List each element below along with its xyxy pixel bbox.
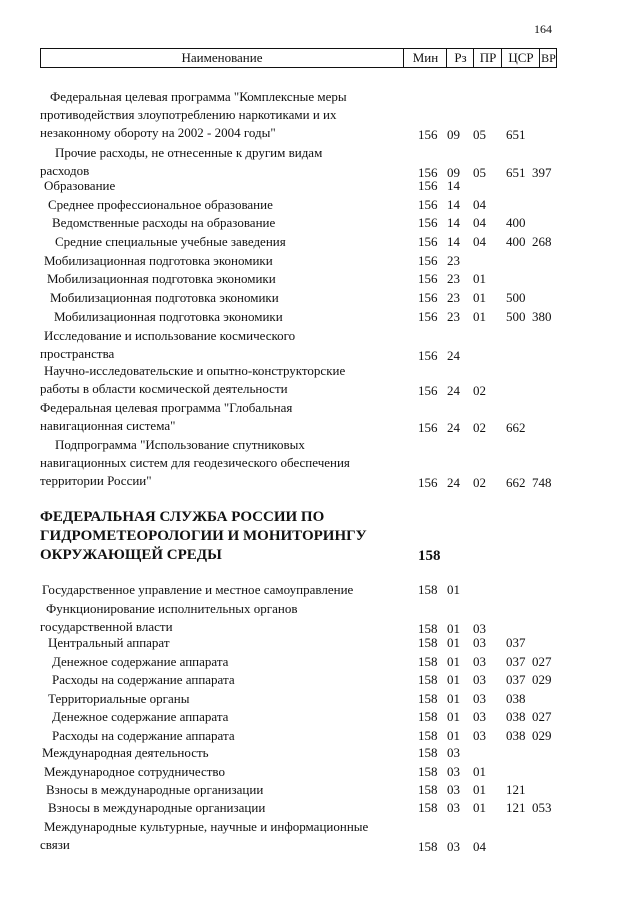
cell-min: 156 [418, 165, 438, 180]
cell-rz: 03 [447, 745, 460, 760]
cell-min: 158 [418, 635, 438, 650]
cell-pr: 03 [473, 621, 486, 636]
cell-min: 156 [418, 475, 438, 490]
row-name: Подпрограмма "Использование спутниковых навигационных систем для геодезического обеспечения территории России" [40, 437, 350, 488]
row-name: Среднее профессиональное образование [48, 197, 273, 212]
cell-min: 156 [418, 271, 438, 286]
cell-pr: 04 [473, 839, 486, 854]
row-name: Средние специальные учебные заведения [55, 234, 286, 249]
cell-rz: 24 [447, 420, 460, 435]
cell-csr: 038 [506, 709, 526, 724]
cell-rz: 01 [447, 728, 460, 743]
cell-vr: 027 [532, 709, 552, 724]
row-name: Взносы в международные организации [48, 800, 266, 815]
header-name: Наименование [181, 50, 263, 65]
cell-pr: 04 [473, 234, 486, 249]
cell-pr: 03 [473, 635, 486, 650]
cell-csr: 121 [506, 782, 526, 797]
cell-vr: 268 [532, 234, 552, 249]
row-name: Центральный аппарат [48, 635, 170, 650]
cell-pr: 04 [473, 197, 486, 212]
header-rz: Рз [446, 49, 474, 67]
cell-vr: 027 [532, 654, 552, 669]
row-name: Мобилизационная подготовка экономики [54, 309, 283, 324]
row-name: Федеральная целевая программа "Комплексные меры противодействия злоупотреблению наркотиками и их незаконному обороту на 2002 - 2004 годы" [40, 89, 347, 140]
cell-pr: 01 [473, 271, 486, 286]
cell-csr: 037 [506, 672, 526, 687]
cell-rz: 01 [447, 621, 460, 636]
cell-csr: 651 [506, 127, 526, 142]
cell-rz: 23 [447, 309, 460, 324]
row-name: Функционирование исполнительных органов государственной власти [40, 601, 298, 634]
cell-csr: 500 [506, 290, 526, 305]
cell-vr: 029 [532, 728, 552, 743]
row-name: ФЕДЕРАЛЬНАЯ СЛУЖБА РОССИИ ПО ГИДРОМЕТЕОРОЛОГИИ И МОНИТОРИНГУ ОКРУЖАЮЩЕЙ СРЕДЫ [40, 509, 367, 563]
row-name: Расходы на содержание аппарата [52, 672, 235, 687]
cell-min: 156 [418, 234, 438, 249]
cell-csr: 500 [506, 309, 526, 324]
row-name: Ведомственные расходы на образование [52, 215, 276, 230]
cell-rz: 01 [447, 582, 460, 597]
cell-pr: 02 [473, 475, 486, 490]
cell-rz: 14 [447, 178, 460, 193]
cell-rz: 01 [447, 672, 460, 687]
cell-pr: 04 [473, 215, 486, 230]
page-number: 164 [534, 22, 552, 36]
table-header [40, 48, 557, 68]
cell-pr: 03 [473, 672, 486, 687]
row-name: Мобилизационная подготовка экономики [50, 290, 279, 305]
row-name: Прочие расходы, не отнесенные к другим видам расходов [40, 145, 323, 178]
cell-rz: 01 [447, 691, 460, 706]
cell-vr: 053 [532, 800, 552, 815]
row-name: Исследование и использование космического пространства [40, 328, 296, 361]
cell-pr: 05 [473, 127, 486, 142]
cell-min: 156 [418, 290, 438, 305]
row-name: Международная деятельность [42, 745, 209, 760]
cell-min: 156 [418, 178, 438, 193]
cell-min: 158 [418, 745, 438, 760]
cell-rz: 14 [447, 215, 460, 230]
row-name: Международное сотрудничество [44, 764, 225, 779]
cell-rz: 14 [447, 197, 460, 212]
cell-csr: 662 [506, 420, 526, 435]
cell-rz: 01 [447, 654, 460, 669]
cell-rz: 09 [447, 127, 460, 142]
cell-rz: 03 [447, 764, 460, 779]
cell-rz: 01 [447, 635, 460, 650]
header-vr: ВР [539, 49, 557, 67]
cell-min: 156 [418, 309, 438, 324]
cell-rz: 03 [447, 782, 460, 797]
cell-min: 158 [418, 672, 438, 687]
cell-pr: 01 [473, 782, 486, 797]
cell-vr: 397 [532, 165, 552, 180]
cell-rz: 09 [447, 165, 460, 180]
cell-min: 158 [418, 621, 438, 636]
row-name: Международные культурные, научные и информационные связи [40, 819, 369, 852]
cell-pr: 01 [473, 290, 486, 305]
row-name: Денежное содержание аппарата [52, 709, 229, 724]
cell-min: 156 [418, 383, 438, 398]
cell-csr: 038 [506, 691, 526, 706]
cell-rz: 23 [447, 253, 460, 268]
header-min: Мин [403, 49, 447, 67]
cell-min: 158 [418, 782, 438, 797]
row-name: Федеральная целевая программа "Глобальная навигационная система" [40, 400, 293, 433]
cell-rz: 03 [447, 839, 460, 854]
cell-pr: 02 [473, 420, 486, 435]
cell-min: 158 [418, 548, 441, 564]
cell-min: 158 [418, 582, 438, 597]
cell-min: 156 [418, 215, 438, 230]
cell-rz: 14 [447, 234, 460, 249]
cell-vr: 380 [532, 309, 552, 324]
cell-csr: 038 [506, 728, 526, 743]
cell-rz: 24 [447, 383, 460, 398]
cell-rz: 24 [447, 475, 460, 490]
cell-rz: 03 [447, 800, 460, 815]
cell-pr: 01 [473, 309, 486, 324]
cell-min: 156 [418, 197, 438, 212]
cell-min: 158 [418, 709, 438, 724]
cell-min: 158 [418, 691, 438, 706]
cell-csr: 037 [506, 635, 526, 650]
cell-min: 158 [418, 764, 438, 779]
row-name: Денежное содержание аппарата [52, 654, 229, 669]
row-name: Мобилизационная подготовка экономики [44, 253, 273, 268]
cell-csr: 037 [506, 654, 526, 669]
cell-min: 156 [418, 420, 438, 435]
cell-pr: 03 [473, 709, 486, 724]
cell-min: 158 [418, 839, 438, 854]
row-name: Государственное управление и местное самоуправление [42, 582, 354, 597]
header-pr: ПР [473, 49, 502, 67]
row-name: Расходы на содержание аппарата [52, 728, 235, 743]
cell-min: 156 [418, 253, 438, 268]
cell-csr: 651 [506, 165, 526, 180]
cell-pr: 02 [473, 383, 486, 398]
header-csr: ЦСР [501, 49, 540, 67]
cell-pr: 05 [473, 165, 486, 180]
cell-min: 158 [418, 800, 438, 815]
cell-rz: 24 [447, 348, 460, 363]
cell-pr: 01 [473, 800, 486, 815]
cell-csr: 400 [506, 215, 526, 230]
cell-csr: 121 [506, 800, 526, 815]
cell-rz: 23 [447, 290, 460, 305]
row-name: Образование [44, 178, 116, 193]
cell-pr: 03 [473, 691, 486, 706]
cell-rz: 01 [447, 709, 460, 724]
cell-min: 156 [418, 127, 438, 142]
row-name: Научно-исследовательские и опытно-конструкторские работы в области космической деятельности [40, 363, 346, 396]
cell-min: 158 [418, 654, 438, 669]
row-name: Территориальные органы [48, 691, 190, 706]
cell-vr: 029 [532, 672, 552, 687]
cell-vr: 748 [532, 475, 552, 490]
cell-min: 158 [418, 728, 438, 743]
cell-pr: 03 [473, 654, 486, 669]
cell-min: 156 [418, 348, 438, 363]
row-name: Мобилизационная подготовка экономики [47, 271, 276, 286]
cell-pr: 01 [473, 764, 486, 779]
row-name: Взносы в международные организации [46, 782, 264, 797]
cell-csr: 662 [506, 475, 526, 490]
cell-rz: 23 [447, 271, 460, 286]
cell-csr: 400 [506, 234, 526, 249]
cell-pr: 03 [473, 728, 486, 743]
